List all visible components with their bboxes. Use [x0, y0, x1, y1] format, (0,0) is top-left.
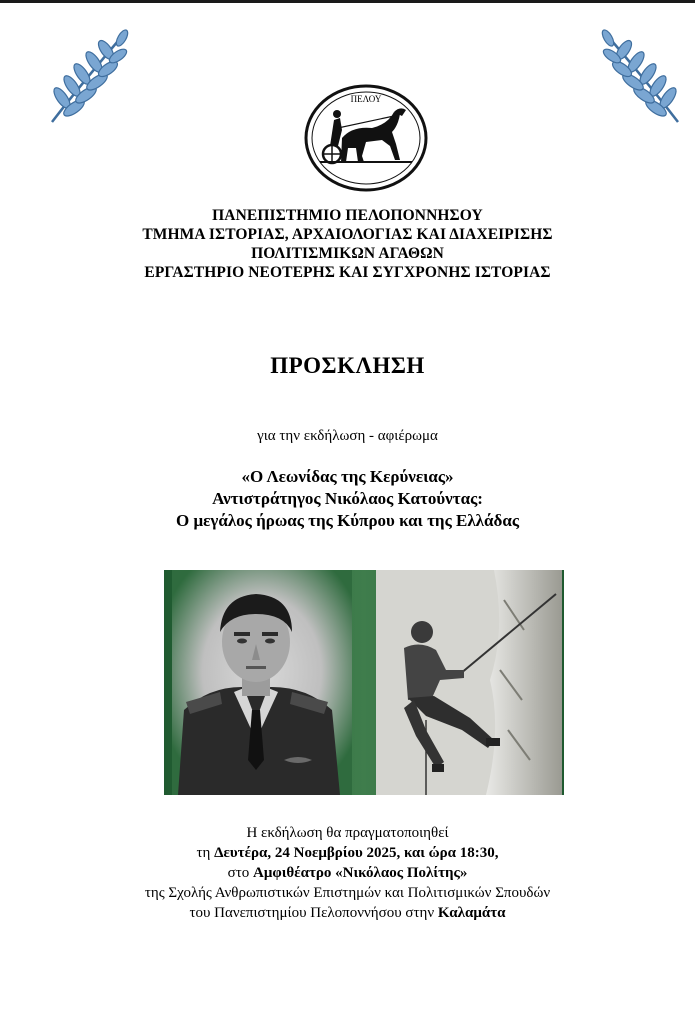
event-type: για την εκδήλωση - αφιέρωμα	[257, 428, 438, 444]
details-city-line	[0, 903, 695, 923]
laurel-branch-icon	[42, 28, 132, 128]
header-line-department-cont: ΠΟΛΙΤΙΣΜΙΚΩΝ ΑΓΑΘΩΝ	[251, 245, 444, 262]
institution-header	[0, 206, 695, 282]
details-venue: Αμφιθέατρο «Νικόλαος Πολίτης»	[253, 865, 468, 881]
event-title-line2: Αντιστράτηγος Νικόλαος Κατούντας:	[212, 489, 483, 508]
details-city-prefix: του Πανεπιστημίου Πελοποννήσου στην	[189, 905, 438, 921]
top-border	[0, 0, 695, 3]
portrait-photo	[172, 570, 352, 795]
header-line-university: ΠΑΝΕΠΙΣΤΗΜΙΟ ΠΕΛΟΠΟΝΝΗΣΟΥ	[212, 207, 483, 224]
event-title-line1: «Ο Λεωνίδας της Κερύνειας»	[241, 467, 454, 486]
details-line1: Η εκδήλωση θα πραγματοποιηθεί	[246, 825, 449, 841]
invitation-title: ΠΡΟΣΚΛΗΣΗ	[270, 353, 425, 378]
chariot-seal-icon	[302, 82, 430, 194]
laurel-branch-icon	[598, 28, 688, 128]
details-city: Καλαμάτα	[437, 905, 506, 921]
details-date: Δευτέρα, 24 Νοεμβρίου 2025, και ώρα 18:30,	[214, 845, 499, 861]
details-venue-line	[0, 863, 695, 883]
details-venue-prefix: στο	[227, 865, 254, 881]
details-date-line	[0, 843, 695, 863]
event-details	[0, 823, 695, 923]
details-date-prefix: τη	[196, 845, 215, 861]
seal-text: ΠΕΛΟΥ	[350, 94, 382, 104]
header-line-lab: ΕΡΓΑΣΤΗΡΙΟ ΝΕΟΤΕΡΗΣ ΚΑΙ ΣΥΓΧΡΟΝΗΣ ΙΣΤΟΡΙΑΣ	[144, 264, 551, 281]
climbing-photo	[376, 570, 562, 795]
header-line-department: ΤΜΗΜΑ ΙΣΤΟΡΙΑΣ, ΑΡΧΑΙΟΛΟΓΙΑΣ ΚΑΙ ΔΙΑΧΕΙΡΙΣΗΣ	[142, 226, 553, 243]
event-title-line3: Ο μεγάλος ήρωας της Κύπρου και της Ελλάδας	[176, 511, 519, 530]
photo-collage	[164, 570, 564, 795]
event-title	[0, 466, 695, 532]
details-school-line: της Σχολής Ανθρωπιστικών Επιστημών και Πολιτισμικών Σπουδών	[144, 885, 551, 901]
